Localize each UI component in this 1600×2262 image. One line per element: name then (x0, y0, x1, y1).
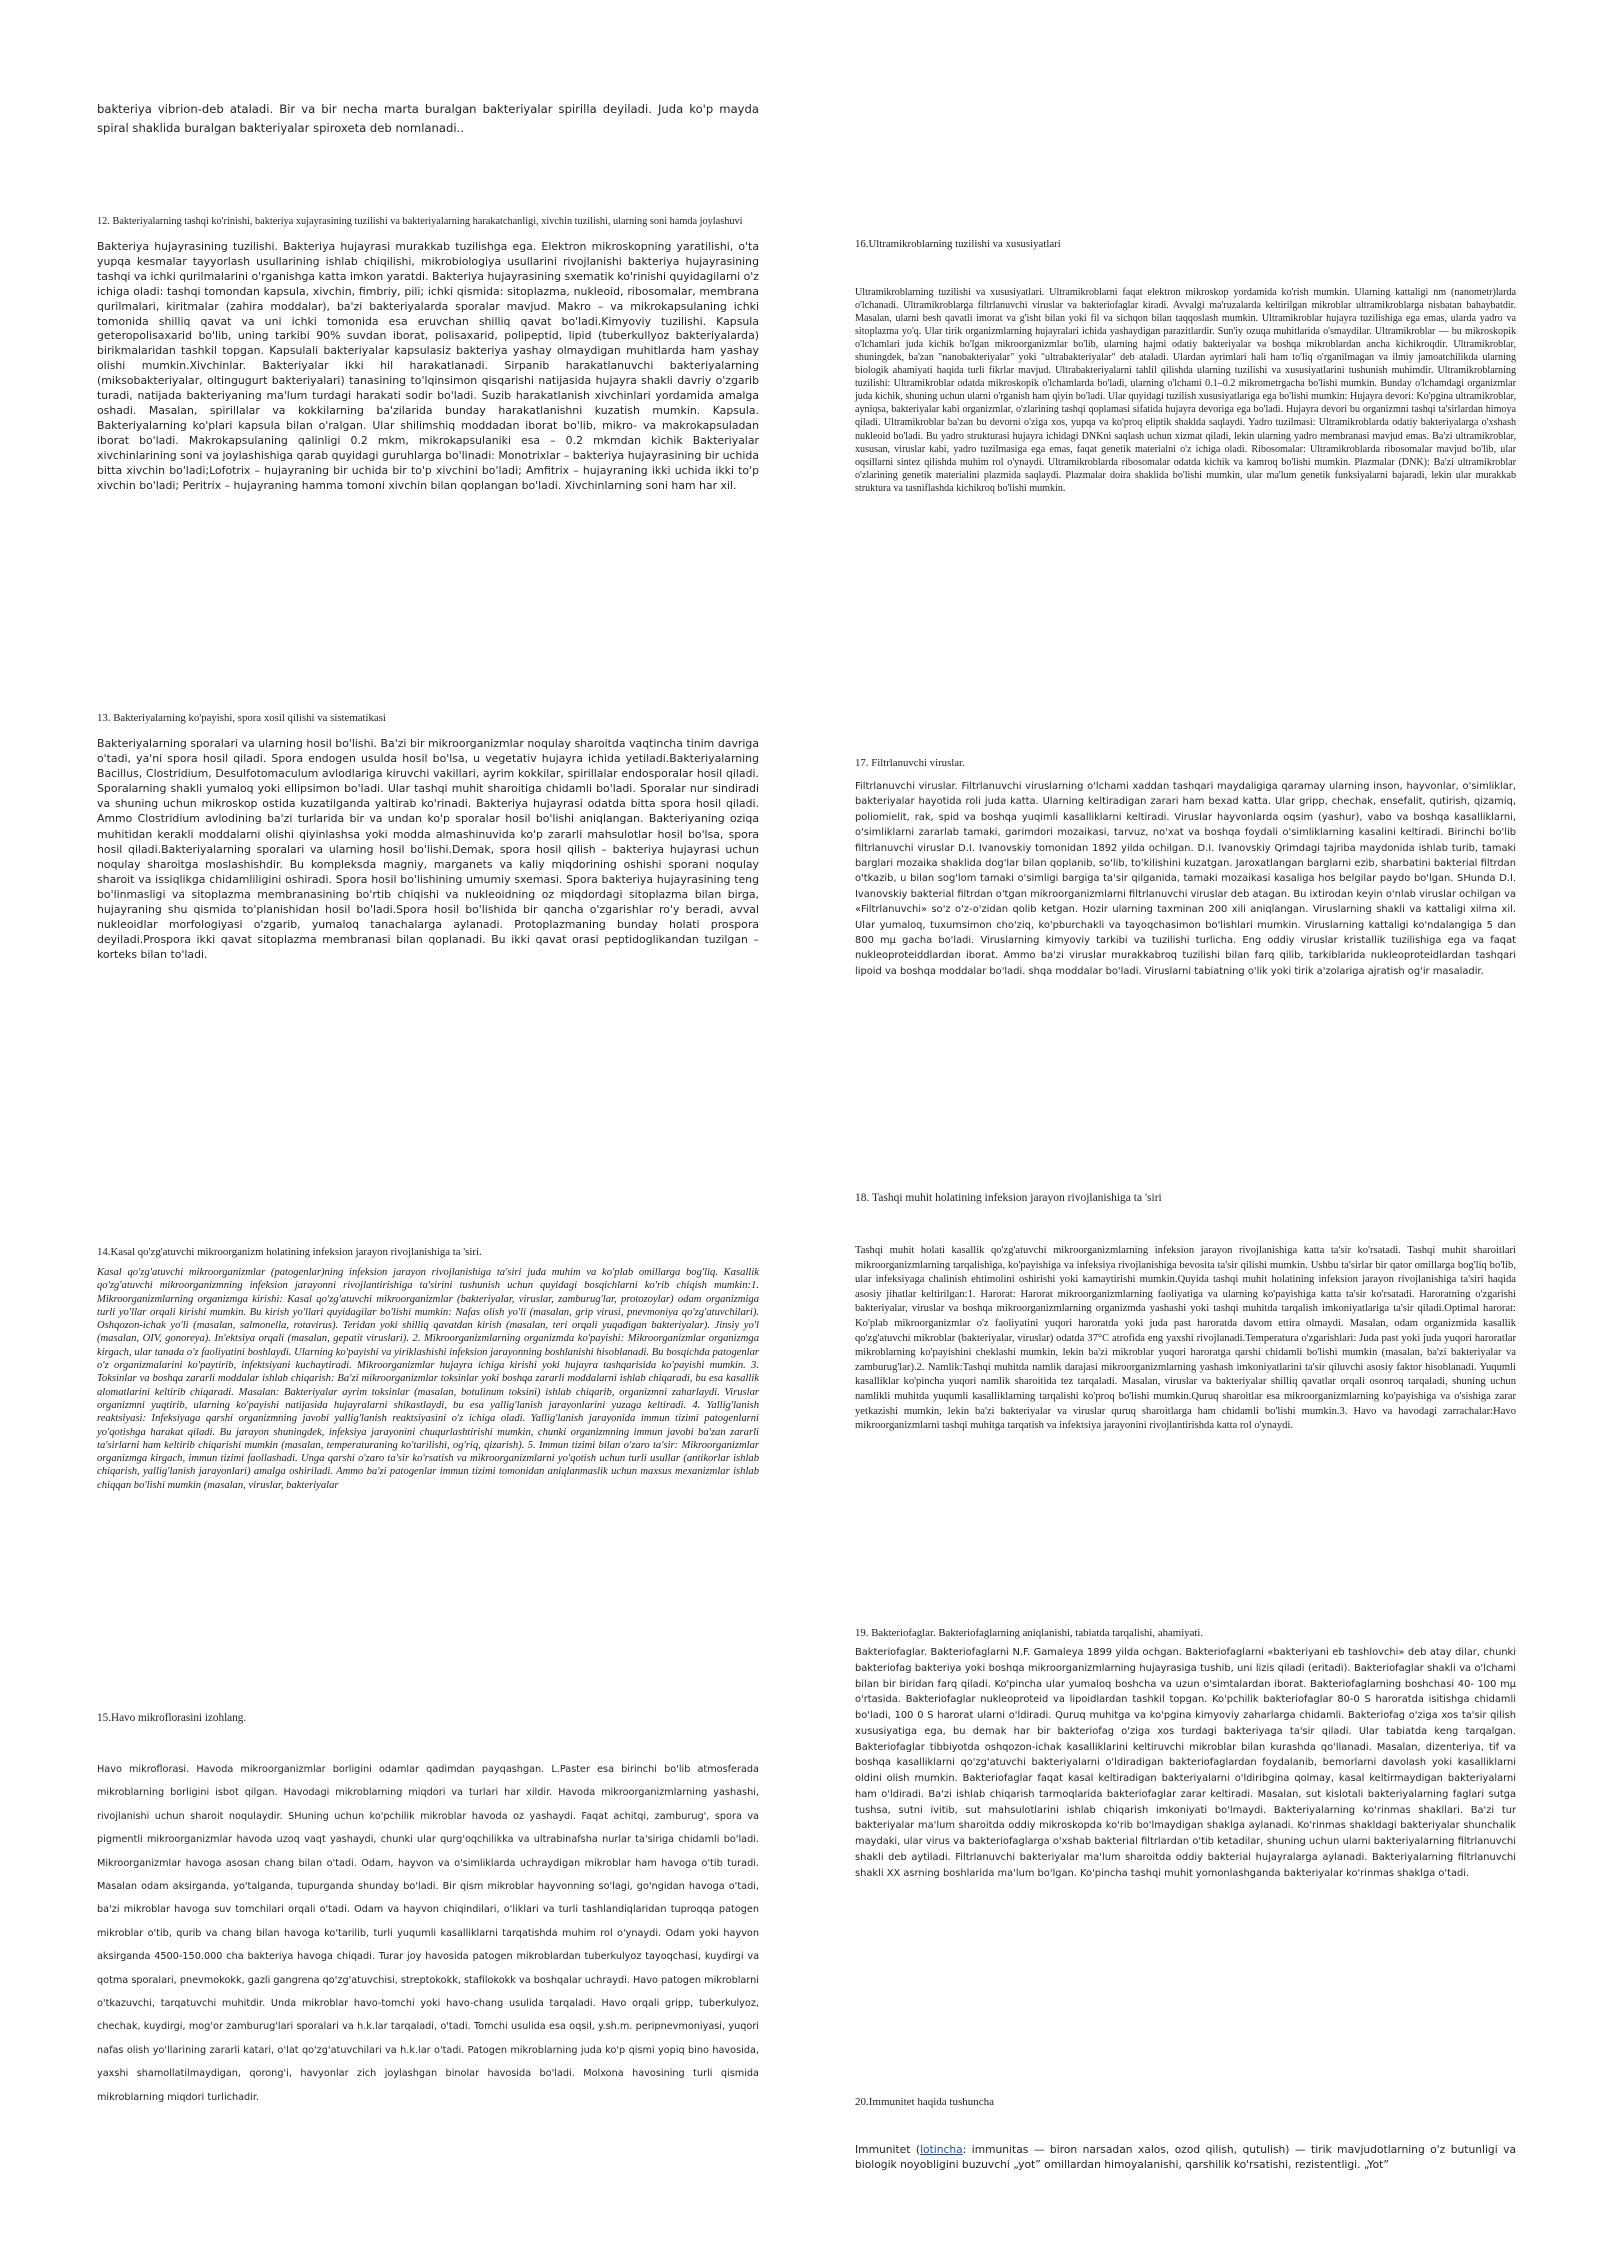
section-16 (855, 236, 1516, 495)
section-20-text-before: Immunitet ( (855, 2143, 921, 2156)
section-17-body: Filtrlanuvchi viruslar. Filtrlanuvchi viruslarning o'lchami xaddan tashqari maydaligiga qaramay ularning inson, hayvonlar, o'simliklar, bakteriyalar hayotida roli juda katta. Ularning keltiradigan zarari ham bexad katta. Ular gripp, chechak, ensefalit, qutirish, qizamiq, poliomielit, rak, spid va boshqa yuqimli kasalliklarni keltiradi. Viruslar hayvonlarda oqsim (yashur), vabo va boshqa kasalliklarni, o'simliklarni zararlab tamaki, garimdori mozaikasi, tarvuz, no'xat va boshqa foydali o'simliklarning kasalini keltiradi. Birinchi bo'lib filtrlanuvchi viruslar D.I. Ivanovskiy tomonidan 1892 yilda ochilgan. D.I. Ivanovskiy Qrimdagi tajriba maydonida ishlab turib, tamaki barglari mozaika shaklida dog'lar bilan qoplanib, so'lib, to'kilishini kuzatgan. Jaroxatlangan barglarni ezib, sharbatini bakterial filtrdan o'tkazib, u bilan sog'lom tamaki o'simligi bargiga ta'sir qilganida, tamaki mozaikasi kasaliga hos belgilar paydo bo'lgan. SHunda D.I. Ivanovskiy bakterial filtrdan o'tgan mikroorganizmlarni filtrlanuvchi viruslar deb atagan. Bu ixtirodan keyin o'nlab viruslar ochilgan va «Filtrlanuvchi» so'z o'z-o'zidan qolib ketgan. Hozir ularning taxminan 200 xili aniqlangan. Viruslarning shakli va kattaligi xilma xil. Ular yumaloq, tuxumsimon cho'ziq, ko'pburchakli va tayoqchasimon bo'lishlari mumkin. Viruslarning kattaligi ko'ndalangiga 5 dan 800 mμ gacha bo'ladi. Viruslarning kimyoviy tarkibi va tuzilishi turlicha. Eng oddiy viruslar kristallik tuzilishiga ega va faqat nukleoproteiddlardan iborat. Ammo ba'zi viruslar murakkabroq tuzilishi bilan farq qilib, tarkiblarida nukleoproteidlardan tashqari lipoid va boshqa moddalar bo'ladi. shqa moddalar bo'ladi. Viruslarni tabiatning o'lik yoki tirik a'zolariga ajratish og'ir masaladir. (855, 781, 1516, 977)
section-12-body: Bakteriya hujayrasining tuzilishi. Bakteriya hujayrasi murakkab tuzilishga ega. Elektron mikroskopning yaratilishi, o'ta yupqa kesmalar tayyorlash usullarining ishlab chiqilishi, mikrobiologiya usullarini rivojlanishi bakteriya hujayrasining tashqi va ichki qurilmalarini o'rganishga katta imkon yaratdi. Bakteriya hujayrasining sxematik ko'rinishi quyidagilarni o'z ichiga oladi: tashqi tomondan kapsula, xivchin, fimbriy, pili; ichki qismida: sitoplazma, nukleoid, ribosomalar, membrana qurilmalari, kiritmalar (zahira moddalar), ba'zi bakteriyalarda sporalar mavjud. Makro – va mikrokapsulaning ichki tomonida shilliq qavat va uni ichki tomonida esa eruvchan shilliq qavat bo'ladi.Kimyoviy tuzilishi. Kapsula geteropolisaxarid bo'lib, uning tarkibi 90% suvdan iborat, polisaxarid, polipeptid, lipid (tuberkullyoz bakteriyalarda) birikmalaridan tashkil topgan. Kapsulali bakteriyalar kapsulasiz bakteriya yashay olmaydigan muhitlarda ham yashay olishi mumkin.Xivchinlar. Bakteriyalar ikki hil harakatlanadi. Sirpanib harakatlanuvchi bakteriyalarning (miksobakteriyalar, oltingugurt bakteriyalari) tanasining to'lqinsimon qisqarishi natijasida hujayra shakli davriy o'zgarib turadi, natijada bakteriyaning ma'lum turdagi harakati sodir bo'ladi. Suzib harakatlanish xivchinlari yordamida amalga oshadi. Masalan, spirillalar va kokkilarning ba'zilarida bunday harakatlanishni kuzatish mumkin. Kapsula. Bakteriyalarning ko'plari kapsula bilan o'ralgan. Ular shilimshiq moddadan iborat bo'lib, mikro- va makrokapsuladan iborat bo'ladi. Makrokapsulaning qalinligi 0.2 mkm, mikrokapsulaniki esa – 0.2 mkmdan kichik Bakteriyalar xivchinlarining soni va joylashishiga qarab quyidagi guruhlarga bo'linadi: Monotrixlar – bakteriya hujayrasining bir uchida bitta xivchin bo'ladi;Lofotrix – hujayraning bir uchida bir to'p xivchini bo'ladi; Amfitrix – hujayraning ikki uchida ikki to'p xivchin bo'ladi; Peritrix – hujayraning hamma tomoni xivchin bilan qoplangan bo'ladi. Xivchinlarning soni ham har xil. (97, 240, 759, 492)
section-20 (855, 2094, 1516, 2172)
section-20-title: 20.Immunitet haqida tushuncha (855, 2096, 994, 2108)
section-13 (97, 710, 759, 962)
section-12 (97, 210, 759, 493)
section-13-body: Bakteriyalarning sporalari va ularning hosil bo'lishi. Ba'zi bir mikroorganizmlar noqulay sharoitda vaqtincha tinim davriga o'tadi, ya'ni spora hosil qiladi. Spora endogen usulda hosil bo'lsa, u vegetativ hujayra ichida yetiladi.Bakteriyalarning Bacillus, Clostridium, Desulfotomaculum avlodlariga kiruvchi vakillari, ayrim kokkilar, spirillalar endosporalar hosil qiladi. Sporalarning shakli yumaloq yoki ellipsimon bo'ladi. Ular tashqi muhit sharoitiga chidamli bo'ladi. Sporalar nur sindiradi va shuning uchun mikroskop ostida kuzatilganda yaltirab ko'rinadi. Bakteriya hujayrasi odatda bitta spora hosil qiladi. Ammo Clostridium avlodining ba'zi turlarida bir va undan ko'p sporalar hosil bo'lishi aniqlangan. Bakteriyaning oziqa muhitidan kerakli moddalarni olishi qiyinlashsa yoki modda almashinuvida ko'p zararli mahsulotlar hosil bo'lsa, spora hosil qiladi.Bakteriyalarning sporalari va ularning hosil bo'lishi.Demak, spora hosil qilish – bakteriya hujayrasi uchun noqulay sharoitga moslashishdir. Bu kompleksda magniy, marganets va kaliy miqdorining oshishi sporani noqulay sharoit va issiqlikga chidamliligini oshiradi. Spora hosil bo'lishining umumiy sxemasi. Spora bakteriya hujayrasining teng bo'linmasligi va sitoplazma membranasining bo'rtib chiqishi va nukleoidning oz miqdordagi sitoplazma bilan birga, hujayraning shu qismida to'planishidan hosil bo'ladi.Spora hosil bo'lishida bir qancha o'zgarishlar ro'y beradi, avval nukleoidlar morfologiyasi o'zgarib, yumaloq tanachalarga aylanadi. Protoplazmaning bunday holati prospora deyiladi.Prospora ikki qavat sitoplazma membranasi bilan qoplanadi. Bu ikki qavat orasi peptidoglikandan tuzilgan – korteks bilan to'ladi. (97, 737, 759, 962)
section-15-title: 15.Havo mikroflorasini izohlang. (97, 1712, 247, 1724)
section-16-body: Ultramikroblarning tuzilishi va xususiyatlari. Ultramikroblarni faqat elektron mikroskop yordamida ko'rish mumkin. Ularning kattaligi nm (nanometr)larda o'lchanadi. Ultramikroblarga filtrlanuvchi viruslar va bakteriofaglar kiradi. Avvalgi ma'ruzalarda keltirilgan mikroblar ultramikroblarga nisbatan bahaybatdir. Masalan, ularni besh qavatli imorat va g'isht bilan yoki fil va sichqon bilan taqqoslash mumkin. Ultramikroblar hujayra tuzilishiga ega emas, ularda yadro va sitoplazma yo'q. Ular tirik organizmlarning hujayralari ichida yashaydigan parazitlardir. Sun'iy ozuqa muhitlarida o'smaydilar. Ultramikroblar — bu mikroskopik o'lchamlari juda kichik bo'lgan mikroorganizmlar bo'lib, ularning hajmi odatiy bakteriyalar va boshqa mikroblardan ancha kichikroqdir. Ultramikroblar, shuningdek, ba'zan "nanobakteriyalar" yoki "ultrabakteriyalar" deb ataladi. Ulardan ayrimlari hali ham to'liq o'rganilmagan va ilmiy jamoatchilikda ularning biologik ahamiyati haqida turli fikrlar mavjud. Ultrabakteriyalarni tahlil qilishda ularning tuzilishi va xususiyatlarini tushunish muhimdir. Ultramikroblarning tuzilishi: Ultramikroblar odatda mikroskopik o'lchamlarda bo'ladi, ularning o'lchami 0.1–0.2 mikrometrgacha bo'lishi mumkin. Bunday o'lchamdagi organizmlar juda kichik, shuning uchun ularni o'rganish ham qiyin bo'ladi. Ular quyidagi tuzilish xususiyatlariga ega bo'lishi mumkin: Hujayra devori: Ko'pgina ultramikroblar, ayniqsa, bakteriyalar kabi organizmlar, o'zlarining tashqi qoplamasi sifatida hujayra devoriga ega bo'ladi. Hujayra devori bu organizmni tashqi ta'sirlardan himoya qiladi. Ultramikroblar ba'zan bu devorni o'ziga xos, yupqa va ko'proq eliptik shaklda saqlaydi. Yadro tuzilmasi: Ultramikroblarda odatiy bakteriyalarga o'xshash nukleoid bo'ladi. Bu yadro strukturasi hujayra ichidagi DNKni saqlash uchun xizmat qiladi, lekin ularning yadro membranasi mavjud emas. Ba'zi ultramikroblar, xususan, viruslar kabi, yadro tuzilmasiga ega emas, faqat genetik materialni o'z ichiga oladi. Ribosomalar: Ultramikroblarda ribosomalar mavjud bo'lib, ular oqsillarni sintez qilishda muhim rol o'ynaydi. Ultramikroblarda ribosomalar odatda kichik va kamroq bo'lishi mumkin. Plazmalar (DNK): Ba'zi ultramikroblar o'zlarining genetik materialini plazmida saqlaydi. Plazmalar doira shaklida bo'lishi mumkin, ular ma'lum genetik funksiyalarni bajaradi, lekin ular murakkab struktura va tasniflashda kichikroq bo'lishi mumkin. (855, 287, 1516, 494)
section-19 (855, 1625, 1516, 1881)
intro-text: bakteriya vibrion-deb ataladi. Bir va bir necha marta buralgan bakteriyalar spirilla deyiladi. Juda ko'p mayda spiral shaklida buralgan bakteriyalar spiroxeta deb nomlanadi.. (97, 102, 759, 135)
section-20-text-after: : immunitas — biron narsadan xalos, ozod qilish, qutulish) — tirik mavjudotlarning o'z butunligi va biologik noyobligini buzuvchi „yot” omillardan himoyalanishi, qarshilik ko'rsatishi, rezistentligi. „Yot” (855, 2143, 1516, 2171)
section-20-body (855, 2142, 1516, 2172)
section-13-title: 13. Bakteriyalarning ko'payishi, spora xosil qilishi va sistematikasi (97, 712, 386, 724)
section-18-body: Tashqi muhit holati kasallik qo'zg'atuvchi mikroorganizmlarning infeksion jarayon rivojlanishiga katta ta'sir ko'rsatadi. Tashqi muhit sharoitlari mikroorganizmlarning tarqalishiga, ko'payishiga va infeksiya rivojlanishiga bevosita ta'sir qilishi mumkin. Ushbu ta'sirlar bir qator omillarga bog'liq bo'lib, ular infeksiyaga chalinish ehtimolini oshirishi yoki kamaytirishi mumkin.Quyida tashqi muhit holatining infeksion jarayon rivojlanishiga ta'siri haqida asosiy jihatlar keltirilgan:1. Harorat: Harorat mikroorganizmlarning faoliyatiga va ularning ko'payishiga katta ta'sir ko'rsatadi. Haroratning o'zgarishi bakteriyalar, viruslar va boshqa mikroorganizmlarning organizmda yashashi yoki tashqi muhitda tarqalish imkoniyatlariga ta'sir qiladi.Optimal harorat: Ko'plab mikroorganizmlar o'z faoliyatini yuqori haroratda yoki juda past haroratda davom ettira olmaydi. Masalan, odam organizmida kasallik qo'zg'atuvchi mikroblar (bakteriyalar, viruslar) odatda 37°C atrofida eng yaxshi rivojlanadi.Temperatura o'zgarishlari: Juda past yoki juda yuqori haroratlar mikroblarning ko'payishini cheklashi mumkin, lekin ba'zi mikroblar yuqori haroratga qarshi chidamli bo'lishi mumkin (masalan, ba'zi bakteriyalar va zamburug'lar).2. Namlik:Tashqi muhitda namlik darajasi mikroorganizmlarning yashash imkoniyatlarini ta'sir qiluvchi asosiy faktor hisoblanadi. Yuqumli kasalliklar ko'pincha yuqori namlik sharoitida tez tarqaladi. Masalan, viruslar va bakteriyalar shilliq qavatlar orqali osonroq tarqaladi, shuning uchun namlikli muhitda yuqumli kasalliklarning tarqalishi ko'proq bo'lishi mumkin.Quruq sharoitlar esa mikroorganizmlarning ko'payishiga va o'sishiga zarar yetkazishi mumkin, lekin ba'zi bakteriyalar va viruslar quruq sharoitlarga ham chidamli bo'lishi mumkin.3. Havo va havodagi zarrachalar:Havo mikroorganizmlarni tashqi muhitga tarqatish va infektsiya jarayonini rivojlantirishda katta rol o'ynaydi. (855, 1245, 1516, 1432)
section-17 (855, 755, 1516, 979)
section-16-title: 16.Ultramikroblarning tuzilishi va xususiyatlari (855, 238, 1061, 250)
section-15 (97, 1710, 759, 2109)
section-17-title: 17. Filtrlanuvchi viruslar. (855, 757, 965, 769)
section-15-body: Havo mikroflorasi. Havoda mikroorganizmlar borligini odamlar qadimdan payqashgan. L.Paster esa birinchi bo'lib atmosferada mikroblarning borligini isbot qilgan. Havodagi mikroblarning miqdori va turlari har xildir. Havoda mikroorganizmlarning yashashi, rivojlanishi uchun sharoit noqulaydir. SHuning uchun ko'pchilik mikroblar havoda oz yashaydi. Faqat achitqi, zamburug', spora va pigmentli mikroorganizmlar havoda uzoq vaqt yashaydi, chunki ular qurg'oqchilikka va ultrabinafsha nurlar ta'siriga chidamli bo'ladi. Mikroorganizmlar havoga asosan chang bilan o'tadi. Odam, hayvon va o'simliklarda uchraydigan mikroblar ham havoga o'tib turadi. Masalan odam aksirganda, yo'talganda, tupurganda shunday bo'ladi. Bir qism mikroblar hayvonning so'lagi, go'ngidan havoga o'tadi, ba'zi mikroblar havoga suv tomchilari orqali o'tadi. Odam va hayvon chiqindilari, o'liklari va turli tashlandiqlaridan tuproqqa patogen mikroblar o'tib, qurib va chang bilan havoga ko'tarilib, turli yuqumli kasalliklarni tarqatishda muhim rol o'ynaydi. Odam yoki hayvon aksirganda 4500-150.000 cha bakteriya havoga chiqadi. Turar joy havosida patogen mikroblardan tuberkulyoz tayoqchasi, kuydirgi va qotma sporalari, pnevmokokk, gazli gangrena qo'zg'atuvchisi, streptokokk, stafilokokk va boshqalar uchraydi. Havo patogen mikroblarni o'tkazuvchi, tarqatuvchi muhitdir. Unda mikroblar havo-tomchi yoki havo-chang usulida tarqaladi. Havo orqali gripp, tuberkulyoz, chechak, kuydirgi, mog'or zamburug'lari sporalari va h.k.lar tarqaladi, o'tadi. Tomchi usulida esa oqsil, y.sh.m. peripnevmoniyasi, yuqori nafas olish yo'llarining zararli katari, o'lat qo'zg'atuvchilari va h.k.lar o'tadi. Patogen mikroblarning juda ko'p qismi yopiq bino havosida, yaxshi shamollatilmaydigan, qorong'i, havyonlar zich joylashgan binolar havosida bo'ladi. Molxona havosining turli qismida mikroblarning miqdori turlichadir. (97, 1764, 759, 2103)
intro-paragraph (97, 100, 759, 138)
section-19-body: Bakteriofaglar. Bakteriofaglarni N.F. Gamaleya 1899 yilda ochgan. Bakteriofaglarni «bakteriyani eb tashlovchi» deb atay dilar, chunki bakteriofag bakteriya yoki boshqa mikroorganizmlarning hujayrasiga tushib, uni lizis qiladi (eritadi). Bakteriofaglar shakli va o'lchami bilan bir biridan farq qiladi. Ko'pincha ular yumaloq boshcha va uzun o'simtalardan iborat. Bakteriofaglarning boshchasi 40- 100 mμ o'rtasida. Bakteriofaglar nukleoproteid va lipoidlardan tashkil topgan. Ko'pchilik bakteriofaglar 80-0 S haroratda isitishga chidamli bo'ladi, 100 0 S harorat ularni o'ldiradi. Quruq muhitga va ko'pgina kimyoviy zaharlarga chidamli. Bakteriofag o'ziga xos ta'sir qilish xususiyatiga ega, bu demak har bir bakteriofag o'ziga xos turdagi bakteriyaga ta'sir qiladi. Ular tabiatda keng tarqalgan. Bakteriofaglar tibbiyotda oshqozon-ichak kasalliklarini keltiruvchi mikroblar bilan kurashda qo'llanadi. Masalan, dizenteriya, tif va boshqa kasalliklarni qo'zg'atuvchi bakteriyalarni o'ldiradigan bakteriofaglardan foydalanib, bemorlarni davolash yoki kasalliklarni oldini olish mumkin. Bakteriofaglar faqat kasal keltiradigan bakteriyalarni o'ldiribgina qolmay, kasal keltirmaydigan bakteriyalarni ham o'ldiradi. Ba'zi ishlab chiqarish tarmoqlarida bakteriofaglar zarar keltiradi. Masalan, sut kislotali bakteriyalarning faglari sutga tushsa, sutni ivitib, sut mahsulotlarini ishlab chiqarish imkoniyati bo'lmaydi. Bakteriyalarning ko'rinmas shakllari. Ba'zi tur bakteriyalar ma'lum sharoitda oddiy mikroskopda ko'rib bo'lmaydigan shaklga aylanadi. Ko'rinmas shakldagi bakteriyalar shunchalik maydaki, ular virus va bakteriofaglarga o'xshab bakterial filtrlardan o'tib ketadilar, shuning uchun ularni bakteriyalarning filtrlanuvchi shakli deb aytiladi. Filtrlanuvchi bakteriyalar ma'lum sharoitda oddiy bakterial hujayralarga aylanadi. Bakteriyalarning filtrlanuvchi shakli XX asrning boshlarida ma'lum bo'lgan. Ko'pincha tashqi muhit yomonlashganda bakteriyalar ko'rinmas shaklga o'tadi. (855, 1647, 1516, 1879)
section-14 (97, 1244, 759, 1492)
section-14-title: 14.Kasal qo'zg'atuvchi mikroorganizm holatining infeksion jarayon rivojlanishiga ta 'siri. (97, 1246, 482, 1258)
section-18 (855, 1190, 1516, 1434)
section-12-title: 12. Bakteriyalarning tashqi ko'rinishi, bakteriya xujayrasining tuzilishi va bakteriyalarning harakatchanligi, xivchin tuzilishi, ularning soni hamda joylashuvi (97, 216, 743, 227)
section-19-title: 19. Bakteriofaglar. Bakteriofaglarning aniqlanishi, tabiatda tarqalishi, ahamiyati. (855, 1627, 1204, 1639)
section-14-body: Kasal qo'zg'atuvchi mikroorganizmlar (patogenlar)ning infeksion jarayon rivojlanishiga ta'siri juda muhim va ko'plab omillarga bog'liq. Kasallik qo'zg'atuvchi mikroorganizmning infeksion jarayonni rivojlantirishiga ta'sirini tushunish uchun quyidagi bosqichlarni ko'rib chiqish mumkin:1. Mikroorganizmlarning organizmga kirishi: Kasal qo'zg'atuvchi mikroorganizmlar (bakteriyalar, viruslar, zamburug'lar, protozoylar) odam organizmiga turli yo'llar orqali kirishi mumkin. Bu kirish yo'llari quyidagilar bo'lishi mumkin: Nafas olish yo'li (masalan, grip virusi, pnevmoniya qo'zg'atuvchilari). Oshqozon-ichak yo'li (masalan, salmonella, rotavirus). Teridan yoki shilliq qavatdan kirish (masalan, teri orqali yuqadigan bakteriyalar). Jinsiy yo'l (masalan, OIV, gonoreya). In'ektsiya orqali (masalan, gepatit viruslari). 2. Mikroorganizmlarning organizmda ko'payishi: Mikroorganizmlar organizmga kirgach, ular tanada o'z faoliyatini boshlaydi. Ularning ko'payishi va yiriklashishi infeksion jarayonning boshlanishi hisoblanadi. Bu bosqichda patogenlar o'z organizmalarini ko'paytirib, infektsiyani kuchaytiradi. Mikroorganizmlar hujayra ichiga kirishi yoki hujayra tashqarisida ko'payishi mumkin. 3. Toksinlar va boshqa zararli moddalar ishlab chiqarish: Ba'zi mikroorganizmlar toksinlar yoki boshqa zararli moddalarni ishlab chiqaradi, bu esa kasallik alomatlarini keltirib chiqaradi. Masalan: Bakteriyalar ayrim toksinlar (masalan, botulinum toksini) ishlab chiqarib, organizmni zaharlaydi. Viruslar organizmni yuqtirib, ularning ko'payishi natijasida hujayralarni shikastlaydi, bu esa yallig'lanish jarayonlarini yuzaga keltiradi. 4. Yallig'lanish reaktsiyasi: Infeksiyaga qarshi organizmning javobi yallig'lanish reaktsiyasini o'z ichiga oladi. Yallig'lanish jarayonida immun tizimi patogenlarni yo'qotishga harakat qiladi. Bu jarayon shuningdek, infeksiya jarayonini chuqurlashtirishi mumkin, chunki organizmning immun javobi ba'zan zararli ta'sirlarni ham keltirib chiqarishi mumkin (masalan, temperaturaning ko'tarilishi, og'riq, qizarish). 5. Immun tizimi bilan o'zaro ta'sir: Mikroorganizmlar organizmga kirgach, immun tizimi faollashadi. Unga qarshi o'zaro ta'sir ko'rsatish va mikroorganizmlarni yo'qotish uchun turli usullar (antikorlar ishlab chiqarish, yallig'lanish jarayonlari) amalga oshiriladi. Ammo ba'zi patogenlar immun tizimi tomonidan aniqlanmaslik uchun maxsus mexanizmlar ishlab chiqqan bo'lishi mumkin (masalan, viruslar, bakteriyalar (97, 1267, 759, 1491)
lotincha-link[interactable]: lotincha (920, 2143, 963, 2156)
section-18-title: 18. Tashqi muhit holatining infeksion jarayon rivojlanishiga ta 'siri (855, 1192, 1162, 1204)
